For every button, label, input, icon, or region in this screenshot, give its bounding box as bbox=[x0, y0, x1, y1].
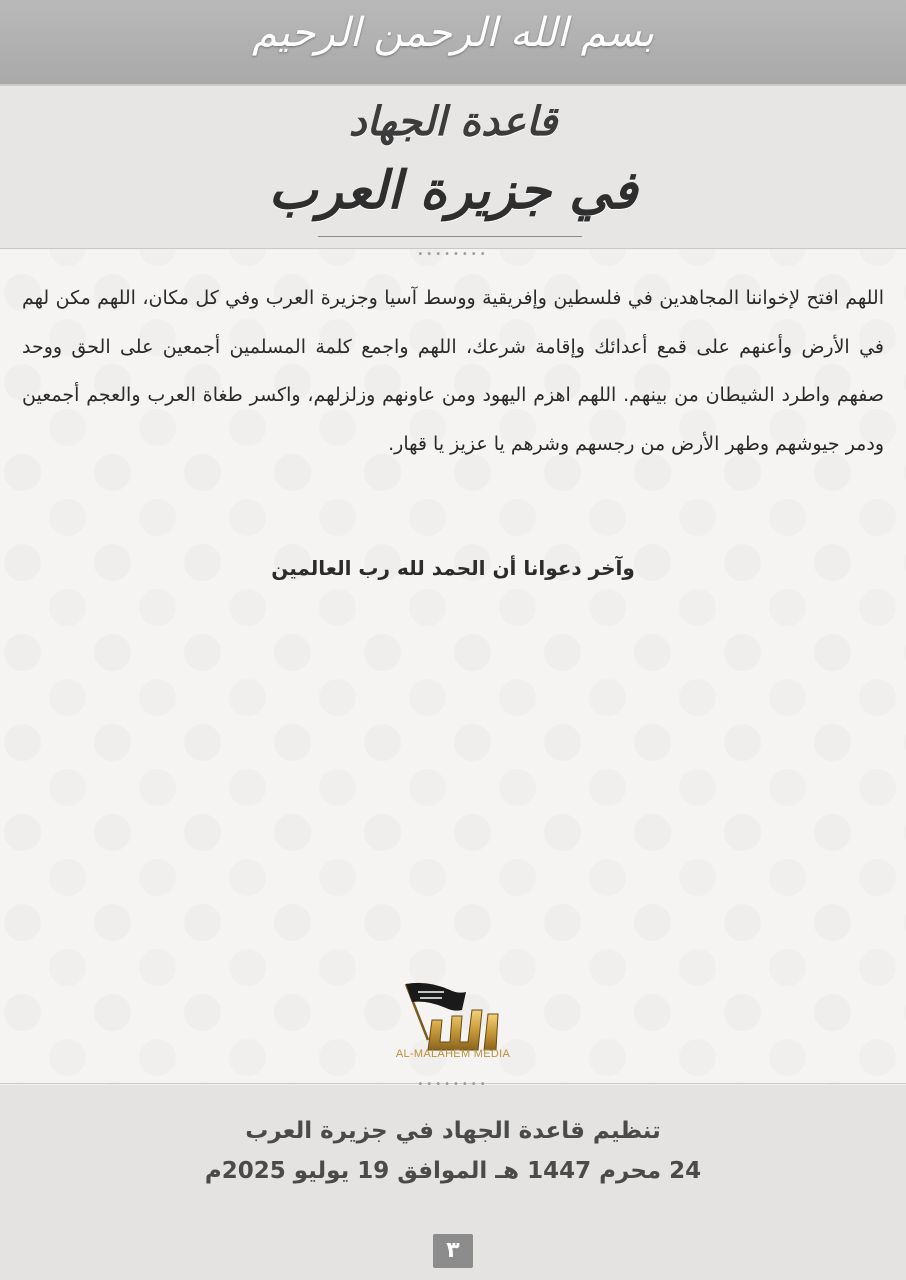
prayer-paragraph: اللهم افتح لإخواننا المجاهدين في فلسطين وإفريقية ووسط آسيا وجزيرة العرب وفي كل مكان، اللهم مكن لهم في الأرض وأعنهم على قمع أعدائك وإقامة شرعك، اللهم واجمع كلمة المسلمين أجمعين على الحق ووحد صفهم واطرد الشيطان من بينهم. اللهم اهزم اليهود ومن عاونهم وزلزلهم، واكسر طغاة العرب والعجم أجمعين ودمر جيوشهم وطهر الأرض من رجسهم وشرهم يا عزيز يا قهار. bbox=[22, 287, 884, 455]
publication-date: 24 محرم 1447 هـ الموافق 19 يوليو 2025م bbox=[204, 1158, 702, 1184]
media-caption: AL-MALAHEM MEDIA bbox=[395, 1048, 511, 1060]
logo-title-line2: في جزيرة العرب bbox=[268, 160, 638, 221]
basmala-calligraphy: بسم الله الرحمن الرحيم bbox=[251, 10, 655, 56]
logo-title-line1: قاعدة الجهاد bbox=[348, 98, 558, 145]
footer-dots-ornament: •••••••• bbox=[417, 1079, 489, 1090]
closing-line: وآخر دعوانا أن الحمد لله رب العالمين bbox=[271, 556, 635, 580]
header-dots-ornament: •••••••• bbox=[417, 249, 489, 260]
logo-underline bbox=[318, 236, 582, 237]
page-number-badge: ٣ bbox=[433, 1234, 473, 1268]
top-banner bbox=[0, 0, 906, 86]
organization-name: تنظيم قاعدة الجهاد في جزيرة العرب bbox=[245, 1118, 661, 1144]
